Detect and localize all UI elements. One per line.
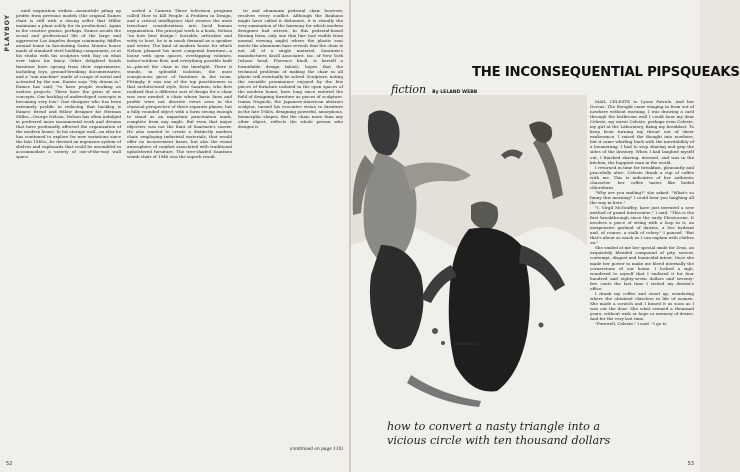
continued-line: (continued on page 110): [289, 447, 343, 452]
byline: [391, 83, 591, 96]
left-page: [0, 0, 349, 472]
story-column: [590, 99, 694, 399]
story-paragraph: "Farewell, Celeste," I said. "I go to: [595, 321, 667, 327]
column-text: until inspiration strikes—meanwhile piling up profits from previous models (the original Eames chair is still with a strong seller that Miller maintains a plant solely for its production). Again in the creative genius, perhaps, Eames avoids the social and professional life of the large and aggressive Los Angeles design community, fiddles around home in fascinating Santa Monica house made of standard steel building components, or at his studio with his sculptors with Ray on what ever takes his fancy. Other delighted heads furniture have sprung from their experiments, including toys, ground-breaking documentaries, and a "sun machine" made of scraps of metal and activated by the sun. Eames says "My dream is," Eames has said, "to have people working on useless projects. These have the germ of new concepts. Our backlog of undeveloped concepts is becoming very low." One designer who has been extremely prolific in reducing that backlog is Eames' friend and fellow designer for Herman Miller—George Nelson. Nelson has often indulged in preferred more monumental work and dreams that have profoundly affected the organization of the modern house. In his storage wall—an idea he has continued to explore for new variations since the late 1940s—he devised an ingenious system of shelves and cupboards that could be assembled in accommodate a variety of out-of-the-way wall space.: [16, 8, 121, 160]
story-paragraph: I drank my coffee and stood up, wondering where the obtained chiselers in life of women. She made a scratch and I kissed it as soon as I was out the door. She what seemed a thousand years, without wish or hope or memory of desire. And for the very last time.: [590, 290, 694, 322]
article-column-1: [16, 8, 121, 450]
story-paragraph: "Why are you smiling?" she asked. "What's so funny this morning? I could hear you laughing all the way in here.": [590, 189, 694, 205]
right-page: [351, 0, 740, 472]
story-title: THE INCONSEQUENTIAL PIPSQUEAKS: [472, 65, 740, 80]
column-text: tic and aluminum pedestal chair, however, resolves every conflict. Although the Bauhaus might have called it dishonest, it is visually the very summation of the harmony for which modern designers had striven. In this pedestal-based flowing form, only one thin line (not visible from normal viewing angle) where the plastic seat meets the aluminum base reveals that the chair is not all of a single material. Saarinen's manufacturer, Knoll Associates, Inc. of New York (whose head, Florence Knoll, is herself a formidable design talent), hopes that the technical problems of making the chair in all plastic will eventually be solved. Sculpture, noting the enviable prominence enjoyed by the few pieces of furniture isolated in the open spaces of the modern home, have long since entered the field of designing furniture as pieces of sculpture. Isamu Noguchi, the Japanese-American abstract sculptor, turned his evocative vision to furniture in the late 1940s, designing powerful, amorphous, biomorphic shapes. But the chair, more than any other object, reflects the whole person who designs it.: [238, 8, 343, 130]
story-illustration: [351, 95, 587, 417]
story-paragraph: "I, Virgil McGraffey, have just invented a new method of grand intercourse," I said. "This is the first breakthrough since the early Pleistocene. It involves a piece of string with a loop in it, an inexpensive garland of daisies, a live hydrant and, of course, a stalk of celery." I paused. "But that's about as much as I can explain with clothes on.": [590, 204, 694, 246]
deck-line-2: vicious circle with ten thousand dollars: [387, 434, 611, 447]
article-column-2: [127, 8, 232, 450]
story-deck: [387, 420, 692, 448]
column-text: sorted a Camera Three television program called How to Kill People: A Problem in Design, and a critical intelligence that weaves the most trenchant considerations into lucid human organization. His principal work is a book, Nelson "on how best design." Sociable, articulate and witty to boot, he is in much demand as a speaker and writer. The kind of modern house for which Nelson planned his most congenial furniture—a house with open spaces, overlapping volumes, indoor-outdoor flow, and everything possible built in—placed the chair in the limelight. There it stands, in splendid isolation, the most conspicuous piece of furniture in the room. Fittingly, it was one of the top practitioners in that architectural style, Eero Saarinen, who first realized that a different sort of design for a chair was now needed: a chair whose basic lines and profile were not discrete views seen in the classical perspective of three separate planes, but a fully rounded object with a form strong enough to stand as an important punctuation mark, complete from any angle. But even that major objective was not the limit of Saarinen's career. He also wanted to create a distinctly modern chair, employing industrial materials, that would offer no inconvenient bases, but also the visual atmosphere of comfort associated with traditional upholstered furniture. The tree-shaded Saarinen womb chair of 1946 was the superb result.: [127, 8, 232, 160]
illustration-credit: CONSTANCE: [454, 342, 479, 346]
article-column-3: [238, 8, 343, 450]
folio-left: 52: [6, 461, 13, 467]
running-head: PLAYBOY: [4, 14, 11, 52]
story-paragraph: I returned in time for breakfast, pleasantly and peacefully alive. Celeste drank a cup of coffee with me. This is indicative of her authentic character: her coffee tastes like boiled chloroform.: [590, 164, 694, 190]
deck-line-1: how to convert a nasty triangle into a: [387, 420, 601, 433]
story-paragraph: She smiled at me her special smile for Zeus, an exquisitely blended compound of pity, sorrow, contempt, disgust and homicidal intent. Once she made her power to make me bleed internally the cornerstone of our home. I locked a sigh, wondered to myself that I endured it for four hundred and eighty-seven dollars and seventy-five cents the last time I visited my dentist's office.: [590, 245, 694, 291]
fiction-label: fiction: [391, 83, 427, 96]
author-credit: By LELAND WEBB: [432, 90, 478, 95]
folio-right: 53: [687, 461, 694, 467]
story-paragraph: MAIL CELESTE to Lyons Patrick. And her Dorcas. The thought came winging in from out of nowhere without warning. I was drawing a card through the bathroom wall I could hear my dear Celeste, my sweet Celeste, perhaps even Celeste, my girl at the Laboratory, fixing my breakfast. To keep from turning my throat out of sheer exuberance, I raised the thought into nowhere, but it came whirling back with the inevitability of a boomerang. I had to stop shaving and grip the sides of the lavatory. When I had laughed myself out, I finished shaving, dressed, and was in the kitchen, the happiest man in the world.: [590, 99, 694, 165]
